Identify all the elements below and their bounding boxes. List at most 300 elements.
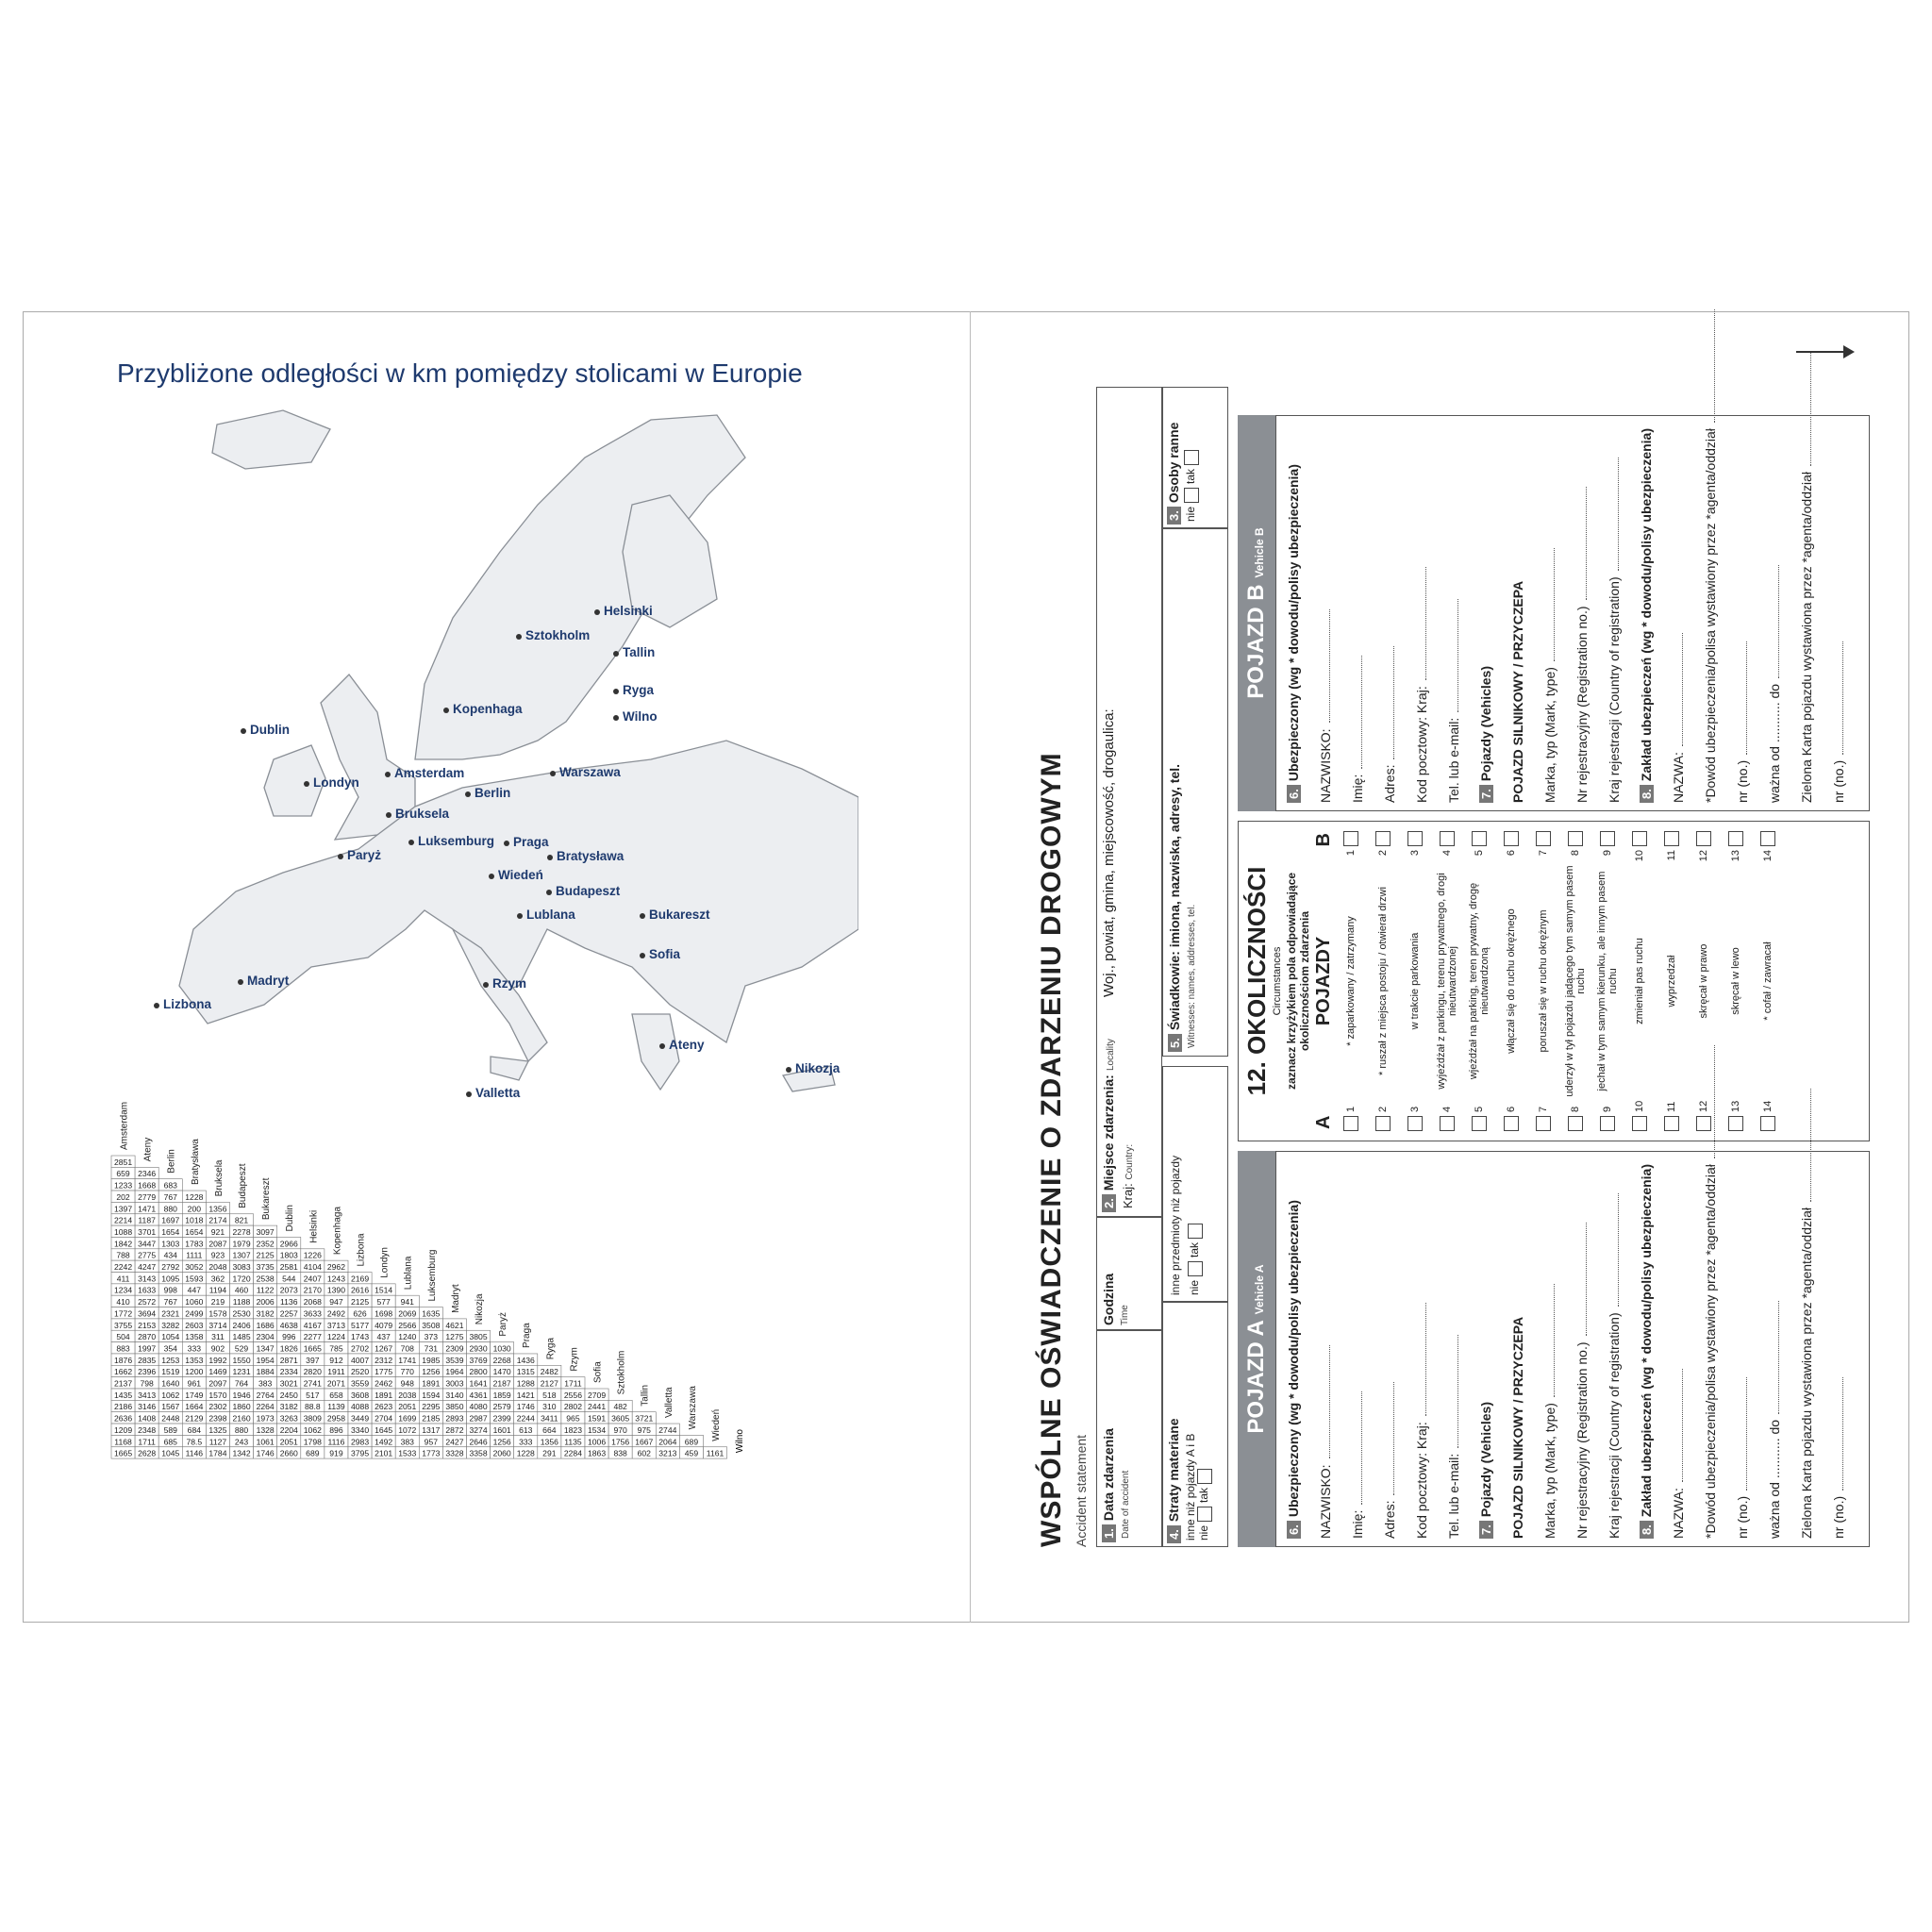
- distance-value: 3694: [138, 1308, 157, 1319]
- distance-value: 1088: [113, 1226, 133, 1237]
- circumstance-b-checkbox[interactable]: [1440, 831, 1455, 846]
- distance-value: 1358: [185, 1332, 204, 1342]
- distance-value: 2983: [350, 1437, 370, 1447]
- vehicle-field-row[interactable]: [1446, 1335, 1461, 1539]
- distance-value: 923: [210, 1250, 225, 1260]
- field-input-line[interactable]: [1554, 548, 1555, 661]
- vehicle-field-row[interactable]: [1350, 656, 1365, 803]
- field-input-line[interactable]: [1393, 1382, 1394, 1495]
- distance-value: 1756: [611, 1437, 630, 1447]
- distance-value: 2064: [658, 1437, 677, 1447]
- circumstance-row: [1527, 822, 1559, 1141]
- distance-value: 1743: [350, 1332, 370, 1342]
- distance-value: 3340: [350, 1424, 370, 1435]
- circumstance-b-checkbox[interactable]: [1632, 831, 1647, 846]
- field-input-line[interactable]: [1618, 1193, 1619, 1307]
- distance-value: 3713: [326, 1320, 346, 1330]
- field-input-line[interactable]: [1746, 1377, 1747, 1491]
- circumstance-label: włączał się do ruchu okrężnego: [1506, 908, 1517, 1054]
- circumstances-title: 12. OKOLICZNOŚCI: [1242, 866, 1271, 1096]
- distance-value: 3539: [445, 1355, 464, 1365]
- distance-value: 529: [234, 1343, 249, 1354]
- field-input-line[interactable]: [1746, 641, 1747, 755]
- distance-value: 2169: [350, 1274, 370, 1284]
- field-input-line[interactable]: [1586, 1223, 1587, 1336]
- circumstance-b-checkbox[interactable]: [1343, 831, 1358, 846]
- accident-statement-page: [1028, 422, 1932, 1575]
- distance-value: 1492: [375, 1437, 393, 1447]
- distance-value: 2775: [138, 1250, 157, 1260]
- distance-value: 3508: [422, 1320, 441, 1330]
- vehicle-field-row[interactable]: [1671, 1369, 1686, 1539]
- distance-value: 2623: [375, 1402, 393, 1412]
- field-label: Tel. lub e-mail:: [1446, 1453, 1461, 1539]
- distance-value: 1891: [375, 1390, 393, 1400]
- vehicle-field-row[interactable]: [1542, 548, 1557, 803]
- section-other-objects: [1162, 1066, 1228, 1302]
- table-city-header: Budapeszt: [238, 1163, 249, 1208]
- distance-value: 1030: [492, 1343, 511, 1354]
- distance-value: 2556: [563, 1390, 583, 1400]
- distance-value: 1775: [375, 1367, 393, 1377]
- field-label: Imię:: [1350, 1509, 1365, 1539]
- material-damage-label: Straty materiane: [1166, 1418, 1181, 1523]
- vehicle-field-row: [1478, 1402, 1493, 1539]
- witnesses-label: Świadkowie: imiona, nazwiska, adresy, tel.: [1167, 763, 1182, 1031]
- vehicle-b-sub: Vehicle B: [1253, 527, 1266, 578]
- distance-value: 3714: [208, 1320, 227, 1330]
- distance-value: 1826: [279, 1343, 298, 1354]
- circumstance-a-checkbox[interactable]: [1407, 1116, 1423, 1131]
- circumstance-b-checkbox[interactable]: [1728, 831, 1743, 846]
- table-city-header: Kopenhaga: [332, 1206, 343, 1256]
- city-label-valletta: Valletta: [475, 1086, 521, 1100]
- circumstance-b-checkbox[interactable]: [1664, 831, 1679, 846]
- distance-value: 1954: [256, 1355, 275, 1365]
- vehicle-field-row[interactable]: [1318, 1345, 1333, 1539]
- city-label-wilno: Wilno: [623, 709, 658, 724]
- circumstance-label: wyprzedzał: [1666, 955, 1677, 1008]
- circumstance-number: 1: [1345, 1106, 1357, 1112]
- distance-value: 1665: [113, 1448, 133, 1458]
- circumstance-a-checkbox[interactable]: [1568, 1116, 1583, 1131]
- distance-value: 2170: [303, 1285, 322, 1295]
- distance-value: 1911: [327, 1367, 345, 1377]
- distance-value: 2174: [208, 1215, 227, 1225]
- distance-value: 689: [684, 1437, 699, 1447]
- circumstance-a-checkbox[interactable]: [1696, 1116, 1711, 1131]
- country-label: Kraj:: [1121, 1183, 1135, 1208]
- distance-value: 2704: [375, 1413, 393, 1424]
- circumstance-number: 9: [1602, 1106, 1613, 1112]
- circumstance-b-checkbox[interactable]: [1536, 831, 1551, 846]
- vehicle-field-row[interactable]: [1799, 353, 1814, 803]
- section-location: [1096, 387, 1162, 1217]
- yes-label: tak: [1197, 1487, 1211, 1503]
- vehicle-field-row[interactable]: [1703, 309, 1718, 803]
- distance-value: 998: [163, 1285, 177, 1295]
- field-input-line[interactable]: [1457, 599, 1458, 712]
- circumstance-b-checkbox[interactable]: [1504, 831, 1519, 846]
- vehicle-field-row[interactable]: [1542, 1284, 1557, 1539]
- field-input-line[interactable]: [1425, 567, 1426, 680]
- distance-value: 2127: [540, 1378, 558, 1389]
- distance-value: 1347: [256, 1343, 275, 1354]
- field-input-line[interactable]: [1682, 633, 1683, 746]
- circumstance-a-checkbox[interactable]: [1728, 1116, 1743, 1131]
- vehicle-field-row[interactable]: [1671, 633, 1686, 803]
- distance-value: 2893: [445, 1413, 464, 1424]
- no-checkbox[interactable]: [1197, 1507, 1212, 1522]
- distance-value: 1062: [161, 1390, 180, 1400]
- vehicle-field-row[interactable]: [1735, 1377, 1750, 1539]
- circumstance-label: w trakcie parkowania: [1409, 932, 1421, 1030]
- distance-value: 410: [116, 1297, 130, 1307]
- circumstance-b-checkbox[interactable]: [1568, 831, 1583, 846]
- distance-value: 3282: [161, 1320, 180, 1330]
- table-city-header: Bukareszt: [261, 1177, 273, 1221]
- distance-value: 1233: [113, 1180, 133, 1191]
- field-label: POJAZD SILNIKOWY / PRZYCZEPA: [1510, 580, 1525, 803]
- distance-value: 659: [116, 1169, 130, 1179]
- table-city-header: Bratysława: [190, 1139, 201, 1186]
- distance-value: 2101: [375, 1448, 393, 1458]
- distance-value: 411: [116, 1274, 130, 1284]
- vehicle-field-row[interactable]: [1414, 567, 1429, 803]
- section-number: 6.: [1287, 785, 1301, 803]
- distance-value: 1116: [327, 1437, 345, 1447]
- table-city-header: Sofia: [592, 1361, 604, 1383]
- table-city-header: Ateny: [142, 1137, 154, 1162]
- circumstance-row: [1688, 822, 1720, 1141]
- distance-value: 1550: [232, 1355, 251, 1365]
- distance-value: 1127: [208, 1437, 227, 1447]
- form-title: WSPÓLNE OŚWIADCZENIE O ZDARZENIU DROGOWYM: [1036, 752, 1067, 1547]
- city-label-tallin: Tallin: [623, 645, 656, 659]
- distance-value: 664: [542, 1424, 557, 1435]
- circumstance-a-checkbox[interactable]: [1343, 1116, 1358, 1131]
- distance-value: 1860: [232, 1402, 251, 1412]
- damage-other-label: inne niż pojazdy A i B: [1184, 1433, 1197, 1541]
- vehicle-field-row[interactable]: [1318, 609, 1333, 803]
- distance-value: 3735: [256, 1262, 275, 1272]
- distance-value: 767: [163, 1191, 177, 1202]
- distance-value: 2835: [138, 1355, 157, 1365]
- distance-value: 3358: [469, 1448, 488, 1458]
- field-input-line[interactable]: [1778, 1301, 1779, 1414]
- circumstance-row: [1495, 822, 1527, 1141]
- distance-value: 1275: [445, 1332, 464, 1342]
- field-input-line[interactable]: [1714, 309, 1715, 423]
- vehicle-field-row[interactable]: [1382, 1382, 1397, 1539]
- table-city-header: Luksemburg: [426, 1249, 438, 1302]
- distance-value: 2581: [279, 1262, 298, 1272]
- distance-value: 838: [613, 1448, 627, 1458]
- distance-value: 689: [306, 1448, 320, 1458]
- time-label: Godzina: [1101, 1273, 1116, 1325]
- field-label: Zakład ubezpieczeń (wg * dowodu/polisy ubezpieczenia): [1639, 427, 1654, 782]
- city-label-helsinki: Helsinki: [604, 604, 653, 618]
- date-label: Data zdarzenia: [1101, 1428, 1116, 1522]
- field-input-line[interactable]: [1554, 1284, 1555, 1397]
- distance-value: 4247: [138, 1262, 157, 1272]
- field-input-line[interactable]: [1393, 646, 1394, 759]
- field-input-line[interactable]: [1842, 641, 1843, 755]
- city-label-bratysława: Bratysława: [557, 849, 625, 863]
- circumstance-number: 13: [1730, 1100, 1741, 1112]
- distance-value: 1317: [422, 1424, 441, 1435]
- field-input-line[interactable]: [1618, 458, 1619, 571]
- city-label-nikozja: Nikozja: [795, 1061, 841, 1075]
- circumstance-b-checkbox[interactable]: [1696, 831, 1711, 846]
- distance-value: 1749: [185, 1390, 204, 1400]
- distance-value: 2407: [303, 1274, 322, 1284]
- section-material-damage: [1162, 1302, 1228, 1547]
- distance-value: 1784: [208, 1448, 227, 1458]
- no-label: nie: [1197, 1524, 1211, 1541]
- distance-value: 2660: [279, 1448, 298, 1458]
- distance-value: 1570: [208, 1390, 227, 1400]
- field-label: ważna od ........... do: [1767, 1419, 1782, 1539]
- circumstance-label: skręcał w lewo: [1730, 947, 1741, 1015]
- field-input-line[interactable]: [1329, 609, 1330, 723]
- vehicle-field-row[interactable]: [1831, 1377, 1846, 1539]
- circumstance-a-checkbox[interactable]: [1472, 1116, 1487, 1131]
- vehicle-field-row[interactable]: [1574, 487, 1590, 803]
- distance-value: 2284: [563, 1448, 583, 1458]
- distance-value: 2048: [208, 1262, 227, 1272]
- distance-value: 770: [400, 1367, 414, 1377]
- distance-value: 1353: [185, 1355, 204, 1365]
- circumstance-label: zmieniał pas ruchu: [1634, 938, 1645, 1024]
- city-label-dublin: Dublin: [250, 723, 290, 737]
- circumstance-b-checkbox[interactable]: [1472, 831, 1487, 846]
- circumstance-a-checkbox[interactable]: [1440, 1116, 1455, 1131]
- distance-value: 2448: [161, 1413, 180, 1424]
- field-input-line[interactable]: [1778, 565, 1779, 678]
- table-city-header: Berlin: [166, 1149, 177, 1174]
- field-label: Nr rejestracyjny (Registration no.): [1574, 606, 1590, 803]
- distance-value: 1699: [398, 1413, 417, 1424]
- circumstance-a-checkbox[interactable]: [1375, 1116, 1391, 1131]
- section-number: 7.: [1479, 1521, 1493, 1539]
- distance-value: 948: [400, 1378, 414, 1389]
- circumstance-b-checkbox[interactable]: [1375, 831, 1391, 846]
- column-b-label: B: [1313, 833, 1334, 847]
- city-label-lizbona: Lizbona: [163, 997, 211, 1011]
- section-number: 1.: [1102, 1524, 1116, 1542]
- distance-value: 2073: [279, 1285, 298, 1295]
- circumstance-label: * ruszał z miejsca postoju / otwierał drzwi: [1377, 887, 1389, 1075]
- other-objects-label: inne przedmioty niż pojazdy: [1169, 1155, 1182, 1295]
- field-input-line[interactable]: [1361, 1391, 1362, 1505]
- distance-value: 1408: [138, 1413, 157, 1424]
- distance-value: 434: [163, 1250, 177, 1260]
- distance-value: 1209: [113, 1424, 133, 1435]
- no-checkbox[interactable]: [1184, 488, 1199, 503]
- distance-value: 2427: [445, 1437, 464, 1447]
- field-input-line[interactable]: [1329, 1345, 1330, 1458]
- circumstance-a-checkbox[interactable]: [1664, 1116, 1679, 1131]
- section-witnesses[interactable]: [1162, 528, 1228, 1057]
- city-label-paryż: Paryż: [347, 848, 382, 862]
- vehicle-field-row[interactable]: [1767, 565, 1782, 803]
- vehicle-field-row[interactable]: [1767, 1301, 1782, 1539]
- distance-value: 2538: [256, 1274, 275, 1284]
- field-input-line[interactable]: [1457, 1335, 1458, 1448]
- distance-value: 1884: [256, 1367, 275, 1377]
- vehicle-field-row[interactable]: [1574, 1223, 1590, 1539]
- distance-value: 947: [329, 1297, 343, 1307]
- circumstance-a-checkbox[interactable]: [1600, 1116, 1615, 1131]
- vehicle-field-row[interactable]: [1414, 1303, 1429, 1539]
- injuries-label: Osoby ranne: [1166, 422, 1181, 504]
- circumstance-number: 3: [1409, 850, 1421, 857]
- distance-value: 1711: [564, 1378, 582, 1389]
- field-input-line[interactable]: [1425, 1303, 1426, 1416]
- distance-value: 613: [519, 1424, 533, 1435]
- city-label-wiedeń: Wiedeń: [498, 868, 543, 882]
- circumstance-label: skręcał w prawo: [1698, 943, 1709, 1019]
- circumstance-a-checkbox[interactable]: [1536, 1116, 1551, 1131]
- no-checkbox[interactable]: [1188, 1261, 1203, 1276]
- table-city-header: Sztokholm: [616, 1350, 627, 1395]
- distance-value: 310: [542, 1402, 557, 1412]
- distance-value: 2579: [492, 1402, 511, 1412]
- distance-value: 1746: [256, 1448, 275, 1458]
- table-city-header: Wiedeń: [711, 1408, 723, 1441]
- country-sublabel: Country:: [1124, 1143, 1135, 1180]
- distance-value: 459: [684, 1448, 699, 1458]
- distance-value: 1534: [587, 1424, 607, 1435]
- circumstance-row: [1463, 822, 1495, 1141]
- distance-value: 1985: [422, 1355, 441, 1365]
- circumstance-a-checkbox[interactable]: [1760, 1116, 1775, 1131]
- table-city-header: Ryga: [545, 1337, 557, 1360]
- field-label: nr (no.): [1831, 1495, 1846, 1539]
- circumstance-number: 3: [1409, 1106, 1421, 1112]
- distance-value: 2187: [492, 1378, 511, 1389]
- circumstance-b-checkbox[interactable]: [1760, 831, 1775, 846]
- vehicle-b-title: POJAZD B: [1243, 584, 1269, 699]
- circumstance-number: 6: [1506, 850, 1517, 857]
- accident-form: [1028, 387, 1877, 1575]
- field-input-line[interactable]: [1842, 1377, 1843, 1491]
- distance-value: 1992: [208, 1355, 227, 1365]
- city-label-bukareszt: Bukareszt: [649, 908, 710, 922]
- distance-value: 2800: [469, 1367, 488, 1377]
- distance-value: 2482: [540, 1367, 558, 1377]
- distance-value: 3274: [469, 1424, 488, 1435]
- time-field[interactable]: [1096, 1217, 1162, 1330]
- vehicle-field-row[interactable]: [1446, 599, 1461, 803]
- field-input-line[interactable]: [1361, 656, 1362, 769]
- distance-value: 2930: [469, 1343, 488, 1354]
- vehicle-field-row[interactable]: [1799, 1089, 1814, 1539]
- distance-value: 3097: [256, 1226, 275, 1237]
- field-label: POJAZD SILNIKOWY / PRZYCZEPA: [1510, 1316, 1525, 1539]
- distance-value: 311: [211, 1332, 225, 1342]
- vehicles-label: POJAZDY: [1313, 936, 1334, 1026]
- field-label: Nr rejestracyjny (Registration no.): [1574, 1341, 1590, 1539]
- distance-value: 1876: [113, 1355, 133, 1365]
- field-input-line[interactable]: [1810, 353, 1811, 466]
- distance-value: 902: [210, 1343, 225, 1354]
- vehicle-field-row[interactable]: [1735, 641, 1750, 803]
- yes-checkbox[interactable]: [1184, 450, 1199, 465]
- vehicle-field-row[interactable]: [1382, 646, 1397, 803]
- vehicle-field-row[interactable]: [1607, 1193, 1622, 1539]
- distance-value: 3809: [303, 1413, 322, 1424]
- distance-value: 577: [376, 1297, 391, 1307]
- circumstance-number: 5: [1474, 850, 1485, 857]
- distance-value: 2346: [138, 1169, 157, 1179]
- circumstance-number: 11: [1666, 850, 1677, 861]
- distance-value: 2304: [256, 1332, 275, 1342]
- vehicle-field-row[interactable]: [1831, 641, 1846, 803]
- distance-value: 1240: [398, 1332, 417, 1342]
- no-label: nie: [1188, 1279, 1202, 1295]
- circumstance-number: 12: [1698, 1100, 1709, 1112]
- distance-value: 1146: [185, 1448, 204, 1458]
- distance-value: 3701: [138, 1226, 157, 1237]
- yes-checkbox[interactable]: [1197, 1469, 1212, 1484]
- distance-value: 1519: [161, 1367, 180, 1377]
- section-number: 6.: [1287, 1521, 1301, 1539]
- vehicle-a-title: POJAZD A: [1243, 1321, 1269, 1434]
- circumstance-row: [1431, 822, 1463, 1141]
- distance-value: 965: [566, 1413, 580, 1424]
- distance-value: 1741: [398, 1355, 417, 1365]
- vehicle-b-header: [1238, 415, 1275, 811]
- field-label: Zielona Karta pojazdu wystawiona przez *agenta/oddział: [1799, 1208, 1814, 1539]
- distance-value: 2702: [350, 1343, 370, 1354]
- yes-checkbox[interactable]: [1188, 1224, 1203, 1239]
- circumstance-row: [1399, 822, 1431, 1141]
- circumstance-label: poruszał się w ruchu okrężnym: [1538, 909, 1549, 1053]
- distance-value: 785: [329, 1343, 343, 1354]
- distance-value: 2530: [232, 1308, 251, 1319]
- distance-value: 219: [210, 1297, 225, 1307]
- circumstance-b-checkbox[interactable]: [1600, 831, 1615, 846]
- field-input-line[interactable]: [1586, 487, 1587, 600]
- field-input-line[interactable]: [1682, 1369, 1683, 1482]
- distance-value: 1111: [186, 1250, 203, 1260]
- distance-value: 880: [163, 1204, 177, 1214]
- vehicle-field-row[interactable]: [1607, 458, 1622, 803]
- map-title: Przybliżone odległości w km pomiędzy stolicami w Europie: [117, 358, 803, 388]
- distance-value: 2060: [492, 1448, 511, 1458]
- distance-value: 1471: [138, 1204, 157, 1214]
- distance-value: 2636: [113, 1413, 133, 1424]
- circumstance-a-checkbox[interactable]: [1504, 1116, 1519, 1131]
- circumstance-number: 5: [1474, 1106, 1485, 1112]
- circumstance-number: 1: [1345, 850, 1357, 857]
- distance-value: 2153: [138, 1320, 157, 1330]
- distance-value: 1964: [445, 1367, 464, 1377]
- section-number: 7.: [1479, 785, 1493, 803]
- circumstance-a-checkbox[interactable]: [1632, 1116, 1647, 1131]
- distance-value: 1188: [232, 1297, 251, 1307]
- section-circumstances: [1238, 821, 1870, 1141]
- vehicle-field-row[interactable]: [1350, 1391, 1365, 1539]
- distance-value: 2399: [492, 1413, 511, 1424]
- vehicle-a-sub: Vehicle A: [1253, 1264, 1266, 1315]
- distance-value: 883: [116, 1343, 130, 1354]
- circumstance-b-checkbox[interactable]: [1407, 831, 1423, 846]
- circumstance-number: 13: [1730, 850, 1741, 862]
- distance-value: 2741: [303, 1378, 322, 1389]
